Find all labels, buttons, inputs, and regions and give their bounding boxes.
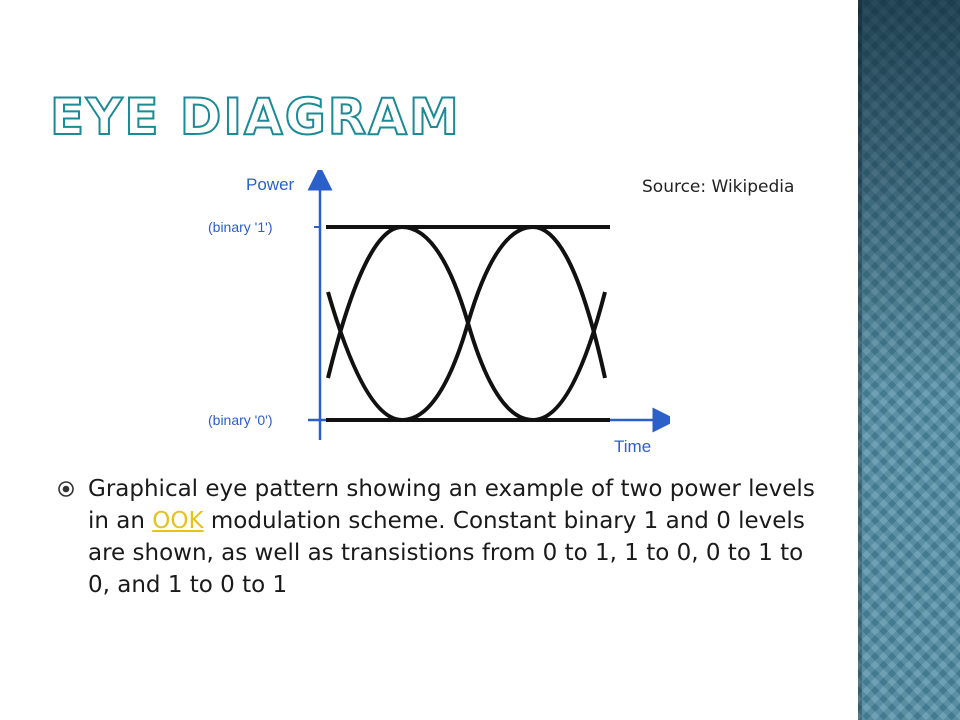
y-axis-label: Power [246,175,295,194]
description-start: Graphical eye pattern showing an example of two power levels in an [88,476,815,534]
source-caption: Source: Wikipedia [642,177,795,197]
level-high-label: (binary '1') [208,219,273,235]
level-low-label: (binary '0') [208,412,273,428]
ook-link[interactable]: OOK [152,508,204,534]
eye-diagram [200,170,670,460]
bullet-icon [57,480,75,498]
x-axis-label: Time [614,437,652,456]
slide-title: EYE DIAGRAM [50,88,461,146]
decorative-side-band [858,0,960,720]
description-text [88,473,818,601]
description-end: modulation scheme. Constant binary 1 and 0 levels are shown, as well as transistions from 0 to 1, 1 to 0, 0 to 1 to 0, and 1 to 0 to 1 [88,508,805,598]
